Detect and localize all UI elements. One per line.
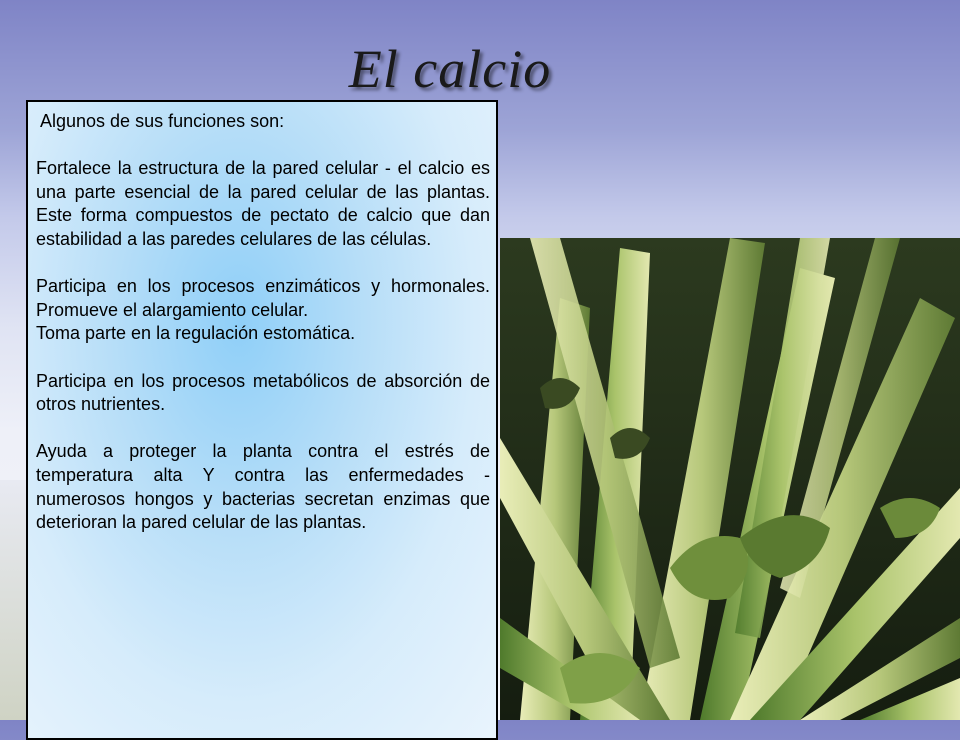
slide-title: El calcio — [348, 39, 552, 99]
plant-image — [500, 238, 960, 720]
intro-text: Algunos de sus funciones son: — [40, 111, 285, 131]
paragraph-enzymatic: Participa en los procesos enzimáticos y hormonales. Promueve el alargamiento celular. — [36, 276, 490, 320]
paragraph-metabolic: Participa en los procesos metabólicos de absorción de otros nutrientes. — [36, 370, 490, 415]
plant-photo — [500, 238, 960, 720]
functions-text-box — [26, 100, 498, 740]
paragraph-stomatal: Toma parte en la regulación estomática. — [36, 323, 356, 344]
paragraph-protection: Ayuda a proteger la planta contra el estrés de temperatura alta Y contra las enfermedades - numerosos hongos y bacterias secretan enzimas que deterioran la pared celular de las plantas. — [36, 441, 490, 533]
paragraph-cell-wall: Fortalece la estructura de la pared celular - el calcio es una parte esencial de la pared celular de las plantas. Este forma compuestos de pectato de calcio que dan estabilidad a las paredes celulares de las células. — [36, 158, 490, 249]
